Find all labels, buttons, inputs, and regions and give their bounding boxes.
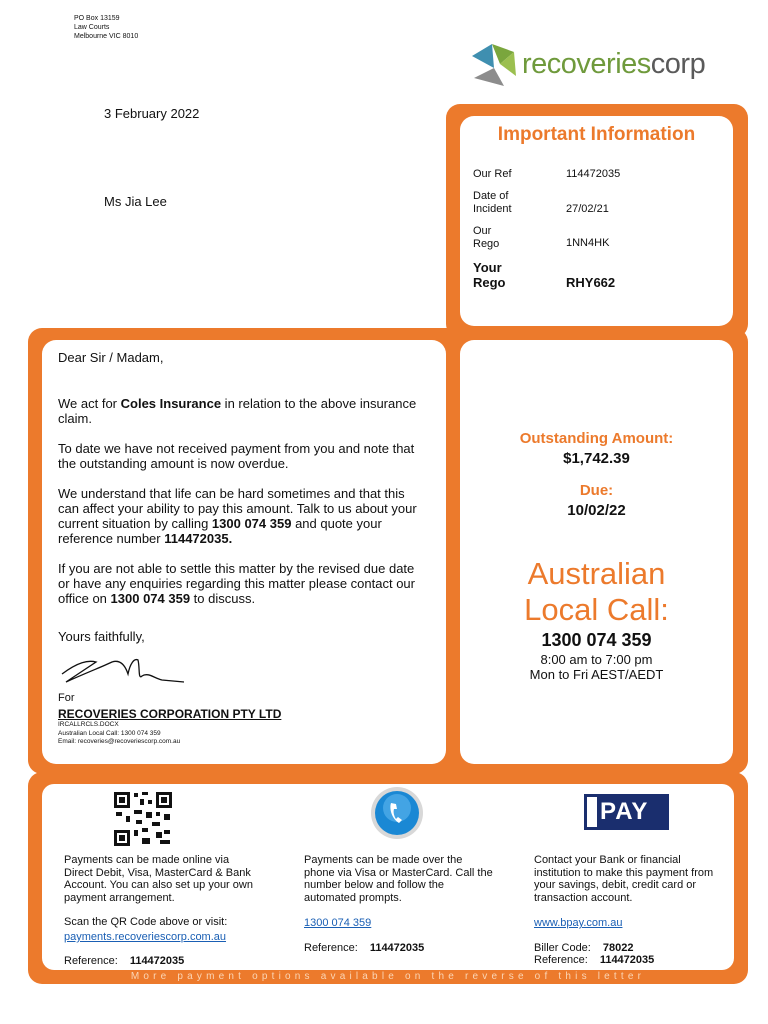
due-label: Due: <box>579 482 614 499</box>
bpay-reference: Reference: 114472035 <box>534 954 655 966</box>
amount-panel <box>460 340 733 764</box>
phone-payment-link[interactable]: 1300 074 359 <box>304 917 372 929</box>
doc-code: IRCALLRCLS.DOCX <box>58 721 119 728</box>
paragraph-2: To date we have not received payment from you and note that the outstanding amount is now overdue. <box>58 441 415 471</box>
bpay-payment-info: Contact your Bank or financial institution to make this payment from your savings, debit, credit card or transaction account. <box>534 854 714 904</box>
email-line: Email: recoveries@recoveriescorp.com.au <box>58 738 181 745</box>
recipient-name: Ms Jia Lee <box>104 194 167 209</box>
phone-payment-info: Payments can be made over the phone via Visa or MasterCard. Call the number below and follow the automated prompts. <box>304 854 493 904</box>
signature <box>58 652 188 692</box>
call-hours: 8:00 am to 7:00 pm Mon to Fri AEST/AEDT <box>529 652 664 682</box>
phone-reference: Reference: 114472035 <box>304 942 425 954</box>
company-name: RECOVERIES CORPORATION PTY LTD <box>58 707 282 721</box>
paragraph-4: If you are not able to settle this matter by the revised due date or have any enquiries regarding this matter please contact our office on 1300 074 359 to discuss. <box>58 561 415 606</box>
local-call-heading: Australian Local Call: <box>524 556 669 627</box>
address-line: PO Box 13159 <box>74 15 120 22</box>
paragraph-3: We understand that life can be hard sometimes and that this can affect your ability to pay this amount. Talk to us about your current situation by calling 1300 074 359 and quote your reference number 114472035. <box>58 486 417 546</box>
date-of-incident-value: 27/02/21 <box>566 203 609 215</box>
outstanding-amount-value: $1,742.39 <box>563 450 630 467</box>
your-rego-value: RHY662 <box>566 275 616 290</box>
recoveriescorp-logo-icon <box>470 42 518 88</box>
our-ref-label: Our Ref <box>473 168 512 180</box>
local-call-line: Australian Local Call: 1300 074 359 <box>58 730 161 737</box>
sign-off-for: For <box>58 692 75 704</box>
your-rego-label: Your Rego <box>473 260 506 290</box>
info-title: Important Information <box>497 124 696 145</box>
paragraph-1: We act for Coles Insurance in relation to the above insurance claim. <box>58 396 417 426</box>
logo-wordmark: recoveriescorp <box>522 48 706 80</box>
address-line: Melbourne VIC 8010 <box>74 33 139 40</box>
due-date-value: 10/02/22 <box>567 502 626 519</box>
online-reference: Reference: 114472035 <box>64 955 185 967</box>
online-payment-info: Payments can be made online via Direct Debit, Visa, MasterCard & Bank Account. You can also set up your own payment arrangement. Scan the QR Code above or visit: <box>64 854 253 928</box>
our-rego-value: 1NN4HK <box>566 237 610 249</box>
footer-note: More payment options available on the reverse of this letter <box>130 971 646 982</box>
letter-body <box>58 350 428 644</box>
bpay-link[interactable]: www.bpay.com.au <box>534 917 623 929</box>
our-rego-label: Our Rego <box>473 225 500 250</box>
bpay-logo-icon: PAY <box>584 794 669 830</box>
phone-number: 1300 074 359 <box>541 630 652 650</box>
biller-code: Biller Code: 78022 <box>534 942 634 954</box>
phone-icon <box>370 786 424 840</box>
online-payment-link[interactable]: payments.recoveriescorp.com.au <box>64 931 227 943</box>
qr-code-icon <box>112 790 174 848</box>
info-panel <box>460 116 733 326</box>
return-address <box>74 14 138 41</box>
closing: Yours faithfully, <box>58 629 145 644</box>
address-line: Law Courts <box>74 24 110 31</box>
our-ref-value: 114472035 <box>566 168 621 180</box>
letter-date: 3 February 2022 <box>104 106 200 121</box>
outstanding-amount-label: Outstanding Amount: <box>519 430 674 447</box>
salutation: Dear Sir / Madam, <box>58 350 164 365</box>
date-of-incident-label: Date of Incident <box>473 190 512 215</box>
